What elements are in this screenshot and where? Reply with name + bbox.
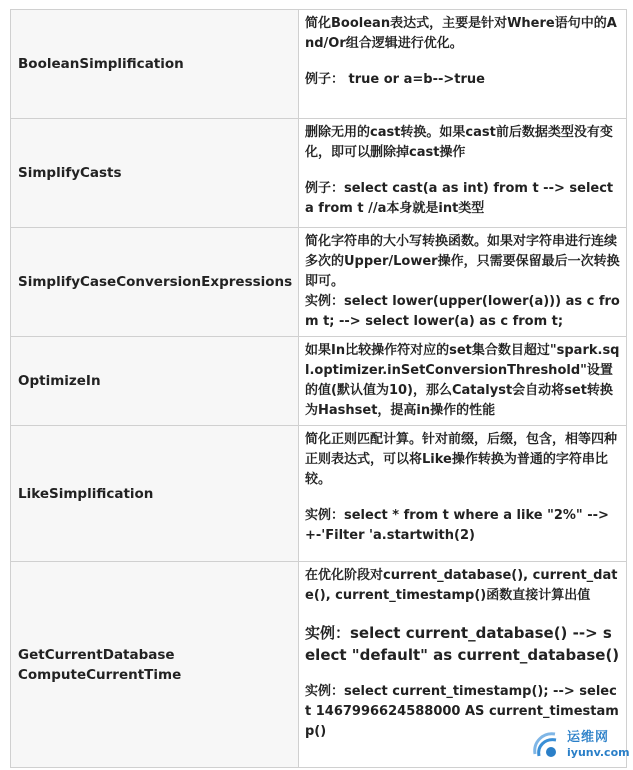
paragraph-gap xyxy=(305,666,620,682)
description-paragraph: 实例：select current_timestamp(); --> select 1467996624588000 AS current_timestamp() xyxy=(305,684,619,739)
rule-name: GetCurrentDatabase xyxy=(18,646,175,663)
table-row xyxy=(11,337,627,426)
rule-name-cell xyxy=(11,10,299,119)
rule-name: BooleanSimplification xyxy=(18,56,184,72)
description-paragraph: 实例：select lower(upper(lower(a))) as c from t; --> select lower(a) as c from t; xyxy=(305,294,620,329)
description-paragraph: 实例：select * from t where a like "2%" --> +-'Filter 'a.startwith(2) xyxy=(305,508,609,543)
rule-name-cell xyxy=(11,562,299,768)
paragraph-gap xyxy=(305,606,620,622)
rule-description-cell xyxy=(299,10,627,119)
rule-name-cell xyxy=(11,337,299,426)
description-paragraph: 简化Boolean表达式，主要是针对Where语句中的And/Or组合逻辑进行优化。 xyxy=(305,16,617,51)
table-row xyxy=(11,10,627,119)
description-paragraph: 删除无用的cast转换。如果cast前后数据类型没有变化，即可以删除掉cast操作 xyxy=(305,125,613,160)
description-paragraph: 例子：select cast(a as int) from t --> select a from t //a本身就是int类型 xyxy=(305,181,614,216)
description-paragraph: 在优化阶段对current_database(), current_date(), current_timestamp()函数直接计算出值 xyxy=(305,568,618,603)
rule-name-cell xyxy=(11,228,299,337)
paragraph-gap xyxy=(305,54,620,70)
watermark xyxy=(529,726,630,764)
table-row xyxy=(11,228,627,337)
rule-description-cell xyxy=(299,228,627,337)
rule-name: LikeSimplification xyxy=(18,485,154,502)
rule-description-cell xyxy=(299,426,627,562)
description-paragraph: 实例：select current_database() --> select "default" as current_database() xyxy=(305,624,620,664)
rules-table xyxy=(10,9,627,768)
description-paragraph: 如果In比较操作符对应的set集合数目超过"spark.sql.optimizer.inSetConversionThreshold"设置的值(默认值为10)，那么Catalyst会自动将set转换为Hashset，提高in操作的性能 xyxy=(305,343,620,418)
watermark-logo-icon xyxy=(529,728,563,762)
watermark-cn: 运维网 xyxy=(567,730,610,745)
rule-description-cell xyxy=(299,337,627,426)
table-row xyxy=(11,426,627,562)
description-paragraph: 例子： true or a=b-->true xyxy=(305,72,485,87)
paragraph-gap xyxy=(305,490,620,506)
rule-name-cell xyxy=(11,426,299,562)
watermark-en: iyunv.com xyxy=(567,746,630,759)
rule-name: OptimizeIn xyxy=(18,373,101,389)
rule-name: SimplifyCasts xyxy=(18,165,122,181)
paragraph-gap xyxy=(305,163,620,179)
rule-description-cell xyxy=(299,119,627,228)
rule-name-cell xyxy=(11,119,299,228)
rule-name: ComputeCurrentTime xyxy=(18,666,182,683)
rules-table-body xyxy=(11,10,627,768)
description-paragraph: 简化字符串的大小写转换函数。如果对字符串进行连续多次的Upper/Lower操作，只需要保留最后一次转换即可。 xyxy=(305,234,620,289)
rule-name: SimplifyCaseConversionExpressions xyxy=(18,274,293,290)
watermark-text xyxy=(567,730,630,760)
table-row xyxy=(11,119,627,228)
description-paragraph: 简化正则匹配计算。针对前缀，后缀，包含，相等四种正则表达式，可以将Like操作转换为普通的字符串比较。 xyxy=(305,432,618,487)
